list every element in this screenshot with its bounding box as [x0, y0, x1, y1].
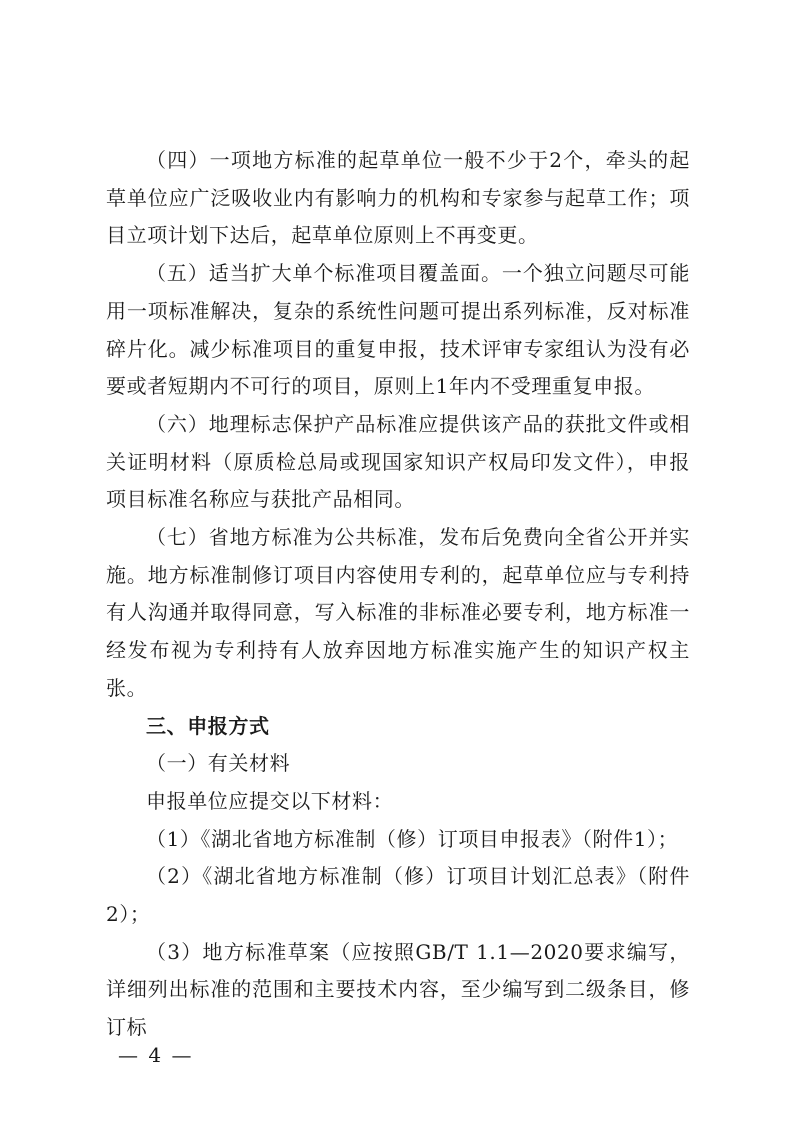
paragraph-7: （七）省地方标准为公共标准，发布后免费向全省公开并实施。地方标准制修订项目内容使用专利的，起草单位应与专利持有人沟通并取得同意，写入标准的非标准必要专利，地方标准一经发布视为专利持有人放弃因地方标准实施产生的知识产权主张。 [106, 525, 690, 700]
paragraph-6: （六）地理标志保护产品标准应提供该产品的获批文件或相关证明材料（原质检总局或现国家知识产权局印发文件），申报项目标准名称应与获批产品相同。 [106, 411, 690, 512]
paragraph-5: （五）适当扩大单个标准项目覆盖面。一个独立问题尽可能用一项标准解决，复杂的系统性问题可提出系列标准，反对标准碎片化。减少标准项目的重复申报，技术评审专家组认为没有必要或者短期内不可行的项目，原则上1年内不受理重复申报。 [106, 261, 690, 399]
page-number: — 4 — [118, 1043, 194, 1067]
list-item-3: （3）地方标准草案（应按照GB/T 1.1—2020要求编写，详细列出标准的范围和主要技术内容，至少编写到二级条目，修订标 [106, 939, 690, 1040]
subsection-heading: （一）有关材料 [146, 751, 291, 776]
section-heading: 三、申报方式 [146, 713, 270, 738]
document-body [106, 142, 690, 1047]
paragraph-4: （四）一项地方标准的起草单位一般不少于2个，牵头的起草单位应广泛吸收业内有影响力的机构和专家参与起草工作；项目立项计划下达后，起草单位原则上不再变更。 [106, 148, 690, 248]
materials-intro: 申报单位应提交以下材料： [146, 788, 394, 813]
list-item-2: （2）《湖北省地方标准制（修）订项目计划汇总表》（附件2）； [106, 864, 690, 927]
list-item-1: （1）《湖北省地方标准制（修）订项目申报表》（附件1）； [146, 826, 679, 851]
